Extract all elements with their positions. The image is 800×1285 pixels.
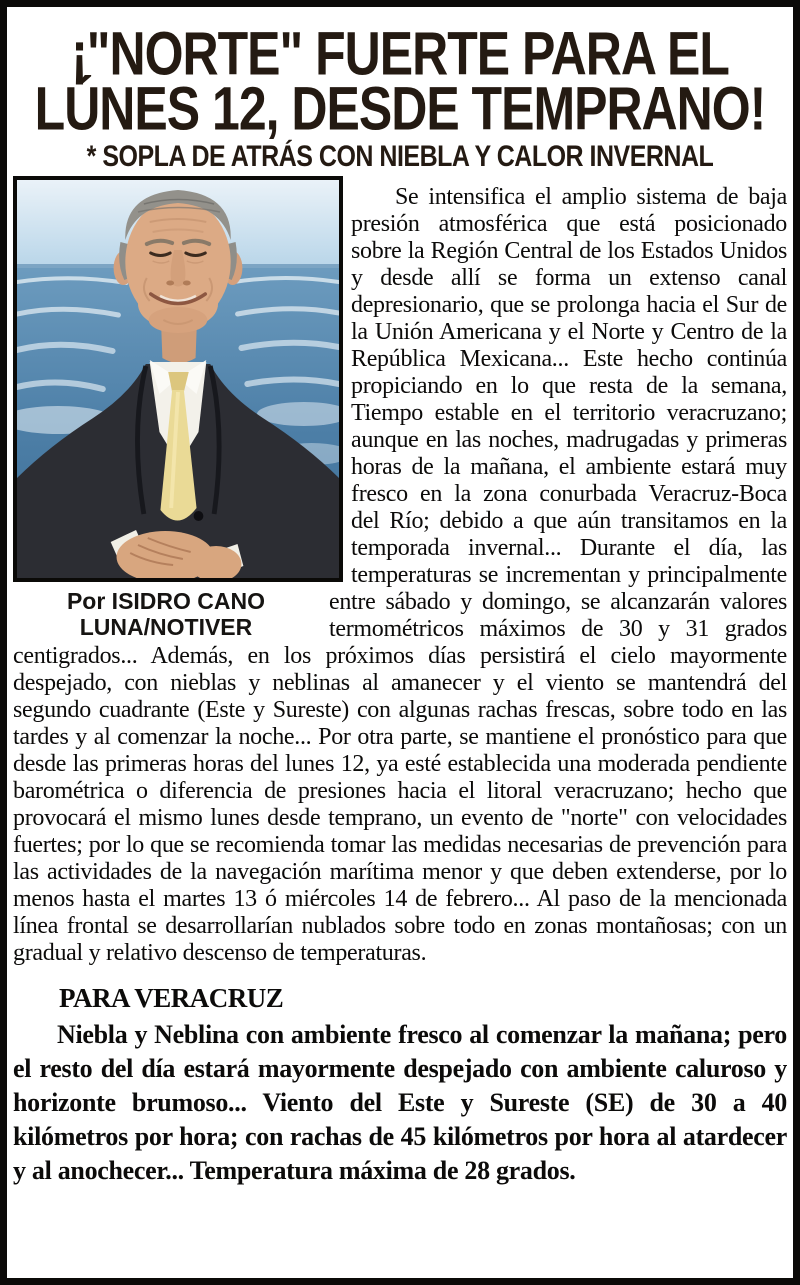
forecast-section xyxy=(13,985,787,1188)
headline xyxy=(13,19,787,143)
article xyxy=(13,184,787,1188)
portrait-photo-illustration xyxy=(17,180,339,578)
headline-block xyxy=(13,19,787,173)
forecast-body: Niebla y Neblina con ambiente fresco al comenzar la mañana; pero el resto del día estará mayormente despejado con ambiente caluroso y horizonte brumoso... Viento del Este y Sureste (SE) de 30 a 40 kilómetros por hora; con rachas de 45 kilómetros por hora al atardecer y al anochecer... Temperatura máxima de 28 grados. xyxy=(13,1020,787,1185)
page-content xyxy=(7,19,793,1188)
photo-figure xyxy=(13,176,343,582)
forecast-title: PARA VERACRUZ xyxy=(59,983,284,1013)
portrait-photo xyxy=(13,176,343,582)
photo-caption xyxy=(13,588,319,640)
photo-caption-line-1: Por ISIDRO CANO xyxy=(66,588,266,614)
subheadline: * SOPLA DE ATRÁS CON NIEBLA Y CALOR INVERNAL xyxy=(86,139,714,173)
headline-line-2: LÚNES 12, DESDE TEMPRANO! xyxy=(34,74,766,143)
article-body: Se intensifica el amplio sistema de baja presión atmosférica que está posicionado sobre la Región Central de los Estados Unidos y desde allí se forma un extenso canal depresionario, que se prolonga hacia el Sur de la Unión Americana y el Norte y Centro de la República Mexicana... Este hecho continúa propiciando en lo que resta de la semana, Tiempo estable en el territorio veracruzano; aunque en las noches, madrugadas y primeras horas de la mañana, el ambiente estará muy fresco en la zona conurbada Veracruz-Boca del Río; debido a que aún transitamos en la temporada invernal... Durante el día, las temperaturas se incrementan y principalmente entre sábado y domingo, se alcanzarán valores termométricos máximos de 30 y 31 grados centigrados... Además, en los próximos días persistirá el cielo mayormente despejado, con nieblas y neblinas al amanecer y el viento se mantendrá del segundo cuadrante (Este y Sureste) con algunas rachas frescas, sobre todo en las tardes y al comenzar la noche... Por otra parte, se mantiene el pronóstico para que desde las primeras horas del lunes 12, ya esté establecida una moderada pendiente barométrica o diferencia de presiones hacia el litoral veracruzano; hecho que provocará el mismo lunes desde temprano, un evento de "norte" con velocidades fuertes; por lo que se recomienda tomar las medidas necesarias de prevención para las actividades de la navegación marítima menor y que deben extenderse, por lo menos hasta el martes 13 ó miércoles 14 de febrero... Al paso de la mencionada línea frontal se desarrollarían nublados sobre todo en zonas montañosas; con un gradual y relativo descenso de temperaturas. xyxy=(13,184,787,966)
headline-line-1: ¡"NORTE" FUERTE PARA EL xyxy=(71,19,729,88)
photo-caption-line-2: LUNA/NOTIVER xyxy=(79,614,253,640)
